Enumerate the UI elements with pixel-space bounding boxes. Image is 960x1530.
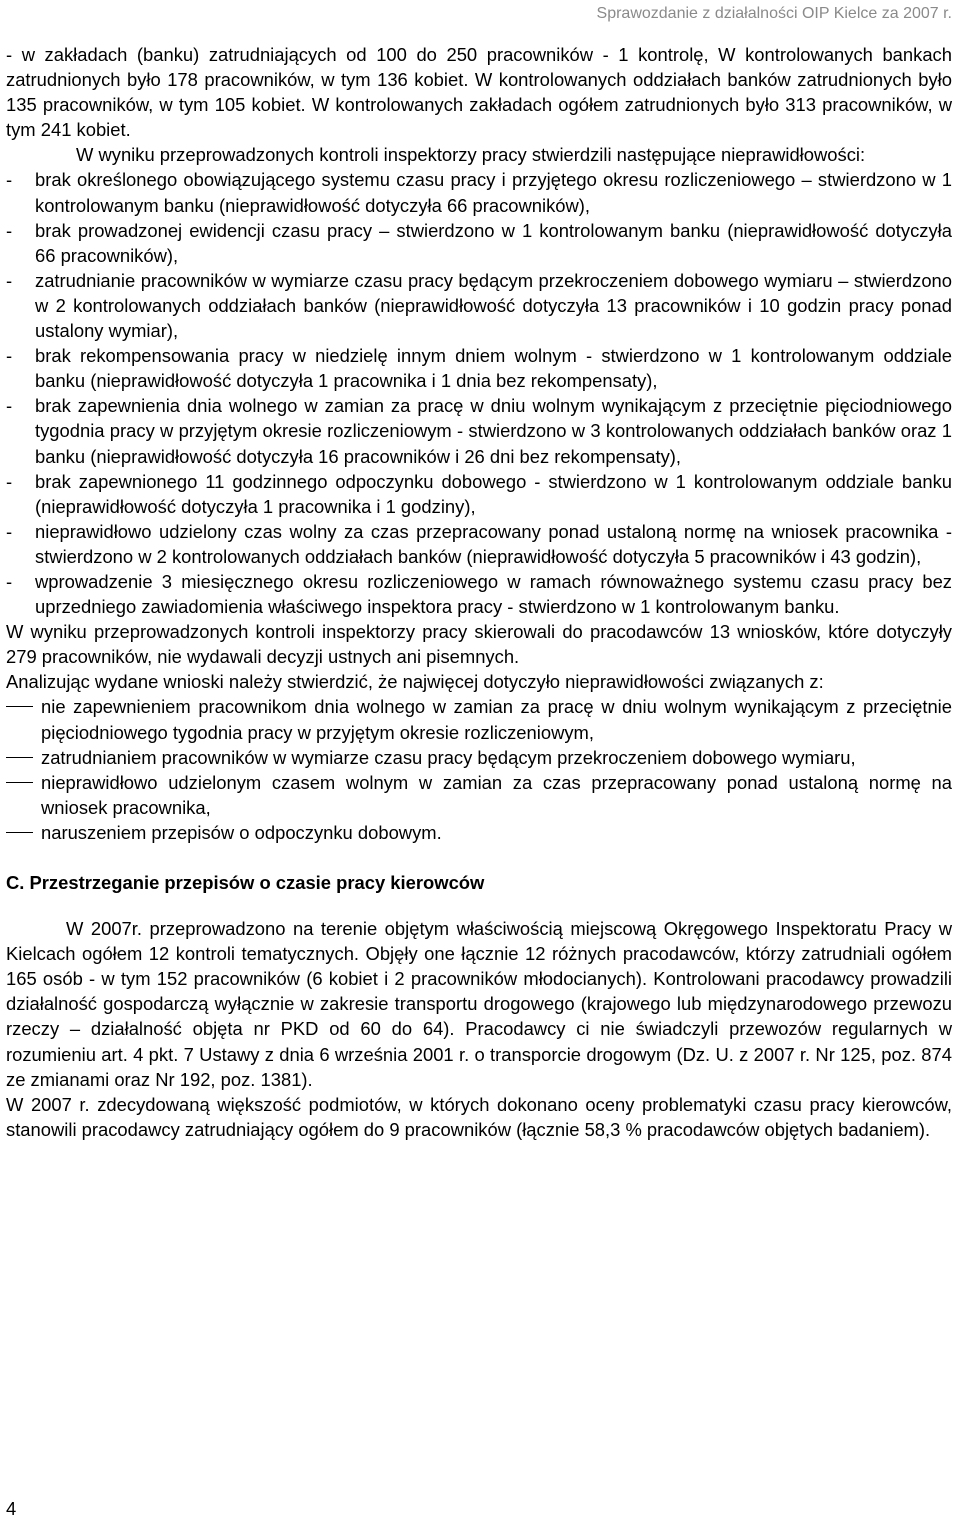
dash-marker (6, 782, 33, 783)
list-item (6, 519, 952, 569)
running-header: Sprawozdanie z działalności OIP Kielce za 2007 r. (596, 5, 952, 22)
intro-paragraph: - w zakładach (banku) zatrudniających od 100 do 250 pracowników - 1 kontrolę, W kontrolowanych bankach zatrudnionych było 178 pracowników, w tym 136 kobiet. W kontrolowanych oddziałach banków zatrudnionych było 135 pracowników, w tym 105 kobiet. W kontrolowanych zakładach ogółem zatrudnionych było 313 pracowników, w tym 241 kobiet. (6, 44, 952, 141)
list-item-text: nieprawidłowo udzielony czas wolny za czas przepracowany ponad ustaloną normę na wniosek pracownika - stwierdzono w 2 kontrolowanych oddziałach banków (nieprawidłowość dotyczyła 5 pracowników i 43 godzin), (35, 520, 952, 567)
list-item-text: zatrudnianiem pracowników w wymiarze czasu pracy będącym przekroczeniem dobowego wymiaru, (41, 746, 856, 768)
dash-marker (6, 757, 33, 758)
list-item (6, 469, 952, 519)
list-item-text: brak rekompensowania pracy w niedzielę innym dniem wolnym - stwierdzono w 1 kontrolowanym oddziale banku (nieprawidłowość dotyczyła 1 pracownika i 1 dnia bez rekompensaty), (35, 345, 952, 392)
list-item-text: brak zapewnienia dnia wolnego w zamian za pracę w dniu wolnym wynikającym z przeciętnie pięciodniowego tygodnia pracy w przyjętym okresie rozliczeniowym - stwierdzono w 3 kontrolowanych oddziałach banków oraz 1 banku (nieprawidłowość dotyczyła 16 pracowników i 26 dni bez rekompensaty), (35, 395, 952, 467)
list-item-text: wprowadzenie 3 miesięcznego okresu rozliczeniowego w ramach równoważnego systemu czasu pracy bez uprzedniego zawiadomienia właściwego inspektora pracy - stwierdzono w 1 kontrolowanym banku. (35, 570, 952, 618)
document-body (6, 42, 952, 1142)
list-marker: - (6, 520, 13, 542)
section-paragraph: W 2007r. przeprowadzono na terenie objętym właściwością miejscową Okręgowego Inspektoratu Pracy w Kielcach ogółem 12 kontroli tematycznych. Objęły one łącznie 12 różnych pracodawców, którzy zatrudniali ogółem 165 osób - w tym 152 pracowników (6 kobiet i 2 pracowników młodocianych). Kontrolowani pracodawcy prowadzili działalność gospodarczą wyłącznie w zakresie transportu drogowego (krajowego lub międzynarodowego przewozu rzeczy – działalność objęta nr PKD od 60 do 64). Pracodawcy ci nie świadczyli przewozów regularnych w rozumieniu art. 4 pkt. 7 Ustawy z dnia 6 września 2001 r. o transporcie drogowym (Dz. U. z 2007 r. Nr 125, poz. 874 ze zmianami oraz Nr 192, poz. 1381). (6, 918, 952, 1090)
list-item (6, 167, 952, 217)
list-item-text: nieprawidłowo udzielonym czasem wolnym w zamian za czas przepracowany ponad ustaloną normę na wniosek pracownika, (41, 771, 952, 818)
list-item (6, 569, 952, 619)
list-marker: - (6, 219, 13, 241)
list-marker: - (6, 345, 13, 367)
list-item (6, 343, 952, 393)
list-item-text: nie zapewnieniem pracownikom dnia wolnego w zamian za pracę w dniu wolnym wynikającym z przeciętnie pięciodniowego tygodnia pracy w przyjętym okresie rozliczeniowym, (41, 696, 952, 743)
motions-paragraph: W wyniku przeprowadzonych kontroli inspektorzy pracy skierowali do pracodawców 13 wniosków, które dotyczyły 279 pracowników, nie wydawali decyzji ustnych ani pisemnych. (6, 621, 952, 668)
list-item-text: naruszeniem przepisów o odpoczynku dobowym. (41, 821, 442, 843)
list-marker: - (6, 269, 13, 291)
list-item-text: zatrudnianie pracowników w wymiarze czasu pracy będącym przekroczeniem dobowego wymiaru – stwierdzono w 2 kontrolowanych oddziałach banków (nieprawidłowość dotyczyła 13 pracowników i 10 godzin pracy ponad ustalony wymiar), (35, 269, 952, 342)
analysis-intro: Analizując wydane wnioski należy stwierdzić, że najwięcej dotyczyło nieprawidłowości związanych z: (6, 671, 824, 693)
list-item (6, 820, 952, 845)
page-number: 4 (6, 1498, 17, 1519)
list-item-text: brak zapewnionego 11 godzinnego odpoczynku dobowego - stwierdzono w 1 kontrolowanym oddziale banku (nieprawidłowość dotyczyła 1 pracownika i 1 godziny), (35, 470, 952, 517)
section-heading: C. Przestrzeganie przepisów o czasie pracy kierowców (6, 872, 485, 893)
list-item (6, 218, 952, 268)
section-paragraph: W 2007 r. zdecydowaną większość podmiotów, w których dokonano oceny problematyki czasu pracy kierowców, stanowili pracodawcy zatrudniający ogółem do 9 pracowników (łącznie 58,3 % pracodawców objętych badaniem). (6, 1093, 952, 1140)
list-item (6, 770, 952, 820)
dash-marker (6, 706, 33, 707)
list-item (6, 745, 952, 770)
list-item (6, 393, 952, 468)
list-item-text: brak określonego obowiązującego systemu czasu pracy i przyjętego okresu rozliczeniowego – stwierdzono w 1 kontrolowanym banku (nieprawidłowość dotyczyła 66 pracowników), (35, 169, 952, 216)
analysis-list (6, 694, 952, 845)
dash-marker (6, 832, 33, 833)
list-item (6, 694, 952, 744)
findings-intro: W wyniku przeprowadzonych kontroli inspektorzy pracy stwierdzili następujące nieprawidłowości: (76, 144, 866, 166)
list-marker: - (6, 169, 13, 191)
list-item (6, 268, 952, 343)
list-marker: - (6, 570, 13, 592)
findings-list (6, 167, 952, 619)
list-marker: - (6, 395, 13, 417)
list-marker: - (6, 470, 13, 492)
list-item-text: brak prowadzonej ewidencji czasu pracy – stwierdzono w 1 kontrolowanym banku (nieprawidłowość dotyczyła 66 pracowników), (35, 219, 952, 266)
